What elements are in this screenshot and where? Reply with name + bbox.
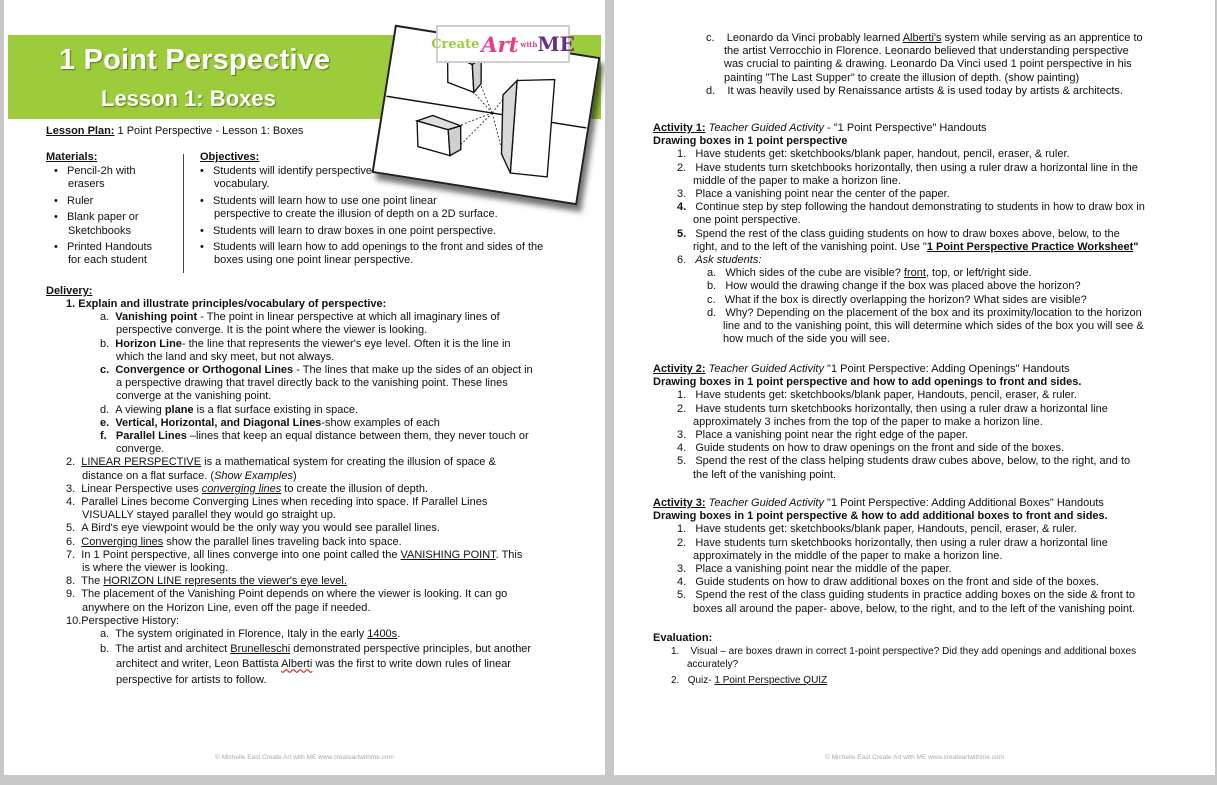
activity-2: Activity 2: Teacher Guided Activity "1 Point Perspective: Adding Openings" Handouts Drawing boxes in 1 point perspective and how to add openings to front and sides. 1. Have students get: sketchbooks/blank paper, Handouts, pencil, eraser, & ruler. 2. Have students turn sketchbooks horizontally, then using a ruler draw a horizontal line approximately 3 inches from the top of the paper to make a horizon line. 3. Place a vanishing point near the right edge of the paper. 4. Guide students on how to draw openings on the front and side of the boxes. 5. Spend the rest of the class helping students draw cubes above, below, to the right, and to the left of the vanishing point. bbox=[653, 363, 1131, 481]
right-page bbox=[614, 0, 1215, 775]
delivery-heading: Delivery: bbox=[46, 285, 93, 297]
objectives-heading: Objectives: bbox=[200, 151, 260, 163]
history-continued: c. Leonardo da Vinci probably learned Alberti's system while serving as an apprentice to the artist Verrocchio in Florence. Leonardo believed that understanding perspective was crucial to painting & drawing. Leonardo Da Vinci used 1 point perspective in his painting "The Last Supper" to create the illusion of depth. (show painting) d. It was heavily used by Renaissance artists & is used today by artists & architects. bbox=[706, 32, 1143, 97]
materials-list: • Pencil-2h with erasers • Ruler • Blank paper or Sketchbooks • Printed Handouts for each student bbox=[54, 165, 153, 267]
objectives-list: • Students will identify perspective vocabulary. • Students will learn how to use one point linear perspective to create the illusion of depth on a 2D surface. • Students will learn to draw boxes in one point perspective. • Students will learn how to add openings to the front and sides of the boxes using one point linear perspective. bbox=[200, 165, 544, 267]
page-subtitle: Lesson 1: Boxes bbox=[101, 86, 276, 111]
page-title: 1 Point Perspective bbox=[59, 44, 331, 76]
quiz-link[interactable]: 1 Point Perspective QUIZ bbox=[714, 674, 828, 686]
create-art-with-me-logo: Create Art with ME bbox=[436, 25, 570, 63]
column-divider bbox=[183, 154, 184, 273]
page-footer: © Michelle East Create Art with ME www.createartwithme.com bbox=[215, 754, 394, 761]
activity-1: Activity 1: Teacher Guided Activity - "1 Point Perspective" Handouts Drawing boxes in 1 point perspective 1. Have students get: sketchbooks/blank paper, handout, pencil, eraser, & ruler. 2. Have students turn sketchbooks horizontally, then using a ruler draw a horizontal line in the middle of the paper to make a horizon line. 3. Place a vanishing point near the center of the paper. 4. Continue step by step following the handout demonstrating to students in how to draw box in one point perspective. 5. Spend the rest of the class guiding students on how to draw boxes above, below, to the right, and to the left of the vanishing point. Use "1 Point Perspective Practice Worksheet" 6. Ask students: a. Which sides of the cube are visible? front, top, or left/right side. b. How would the drawing change if the box was placed above the horizon? c. What if the box is directly overlapping the horizon? What sides are visible? d. Why? Depending on the placement of the box and its proximity/location to the horizon line and to the vanishing point, this will determine which sides of the box you will see & how much of the side you will see. bbox=[653, 122, 1145, 346]
left-page bbox=[4, 0, 605, 775]
activity-3: Activity 3: Teacher Guided Activity "1 Point Perspective: Adding Additional Boxes" Handouts Drawing boxes in 1 point perspective & how to add additional boxes to front and sides. 1. Have students get: sketchbooks/blank paper, Handouts, pencil, eraser, & ruler. 2. Have students turn sketchbooks horizontally, then using a ruler draw a horizontal line approximately in the middle of the paper to make a horizon line. 3. Place a vanishing point near the middle of the paper. 4. Guide students on how to draw additional boxes on the front and side of the boxes. 5. Spend the rest of the class guiding students in practice adding boxes on the side & front to boxes all around the paper- above, below, to the right, and to the left of the vanishing point. bbox=[653, 497, 1136, 615]
page-footer: © Michelle East Create Art with ME www.createartwithme.com bbox=[825, 754, 1004, 761]
lesson-plan-line: Lesson Plan: 1 Point Perspective - Lesson 1: Boxes bbox=[46, 125, 304, 137]
materials-heading: Materials: bbox=[46, 151, 98, 163]
delivery-list: 1. Explain and illustrate principles/vocabulary of perspective: a. Vanishing point - The point in linear perspective at which all imaginary lines of perspective converge. It is the point where the viewer is looking. b. Horizon Line- the line that represents the viewer's eye level. Often it is the line in which the land and sky meet, but not always. c. Convergence or Orthogonal Lines - The lines that make up the sides of an object in a perspective drawing that travel directly back to the vanishing point. These lines converge at the vanishing point. d. A viewing plane is a flat surface existing in space. e. Vertical, Horizontal, and Diagonal Lines-show examples of each f. Parallel Lines –lines that keep an equal distance between them, they never touch or converge. 2. LINEAR PERSPECTIVE is a mathematical system for creating the illusion of space & distance on a flat surface. (Show Examples) 3. Linear Perspective uses converging lines to create the illusion of depth. 4. Parallel Lines become Converging Lines when receding into space. If Parallel Lines VISUALLY stayed parallel they would go straight up. 5. A Bird's eye viewpoint would be the only way you would see parallel lines. 6. Converging lines show the parallel lines traveling back into space. 7. In 1 Point perspective, all lines converge into one point called the VANISHING POINT. This is where the viewer is looking. 8. The HORIZON LINE represents the viewer's eye level. 9. The placement of the Vanishing Point depends on where the viewer is looking. It can go anywhere on the Horizon Line, even off the page if needed. 10.Perspective History: a. The system originated in Florence, Italy in the early 1400s. b. The artist and architect Brunelleschi demonstrated perspective principles, but another architect and writer, Leon Battista Alberti was the first to write down rules of linear perspective for artists to follow. bbox=[66, 298, 533, 686]
evaluation: Evaluation: 1. Visual – are boxes drawn in correct 1-point perspective? Did they add openings and additional boxes accurately? 2. Quiz- 1 Point Perspective QUIZ bbox=[653, 632, 1137, 686]
